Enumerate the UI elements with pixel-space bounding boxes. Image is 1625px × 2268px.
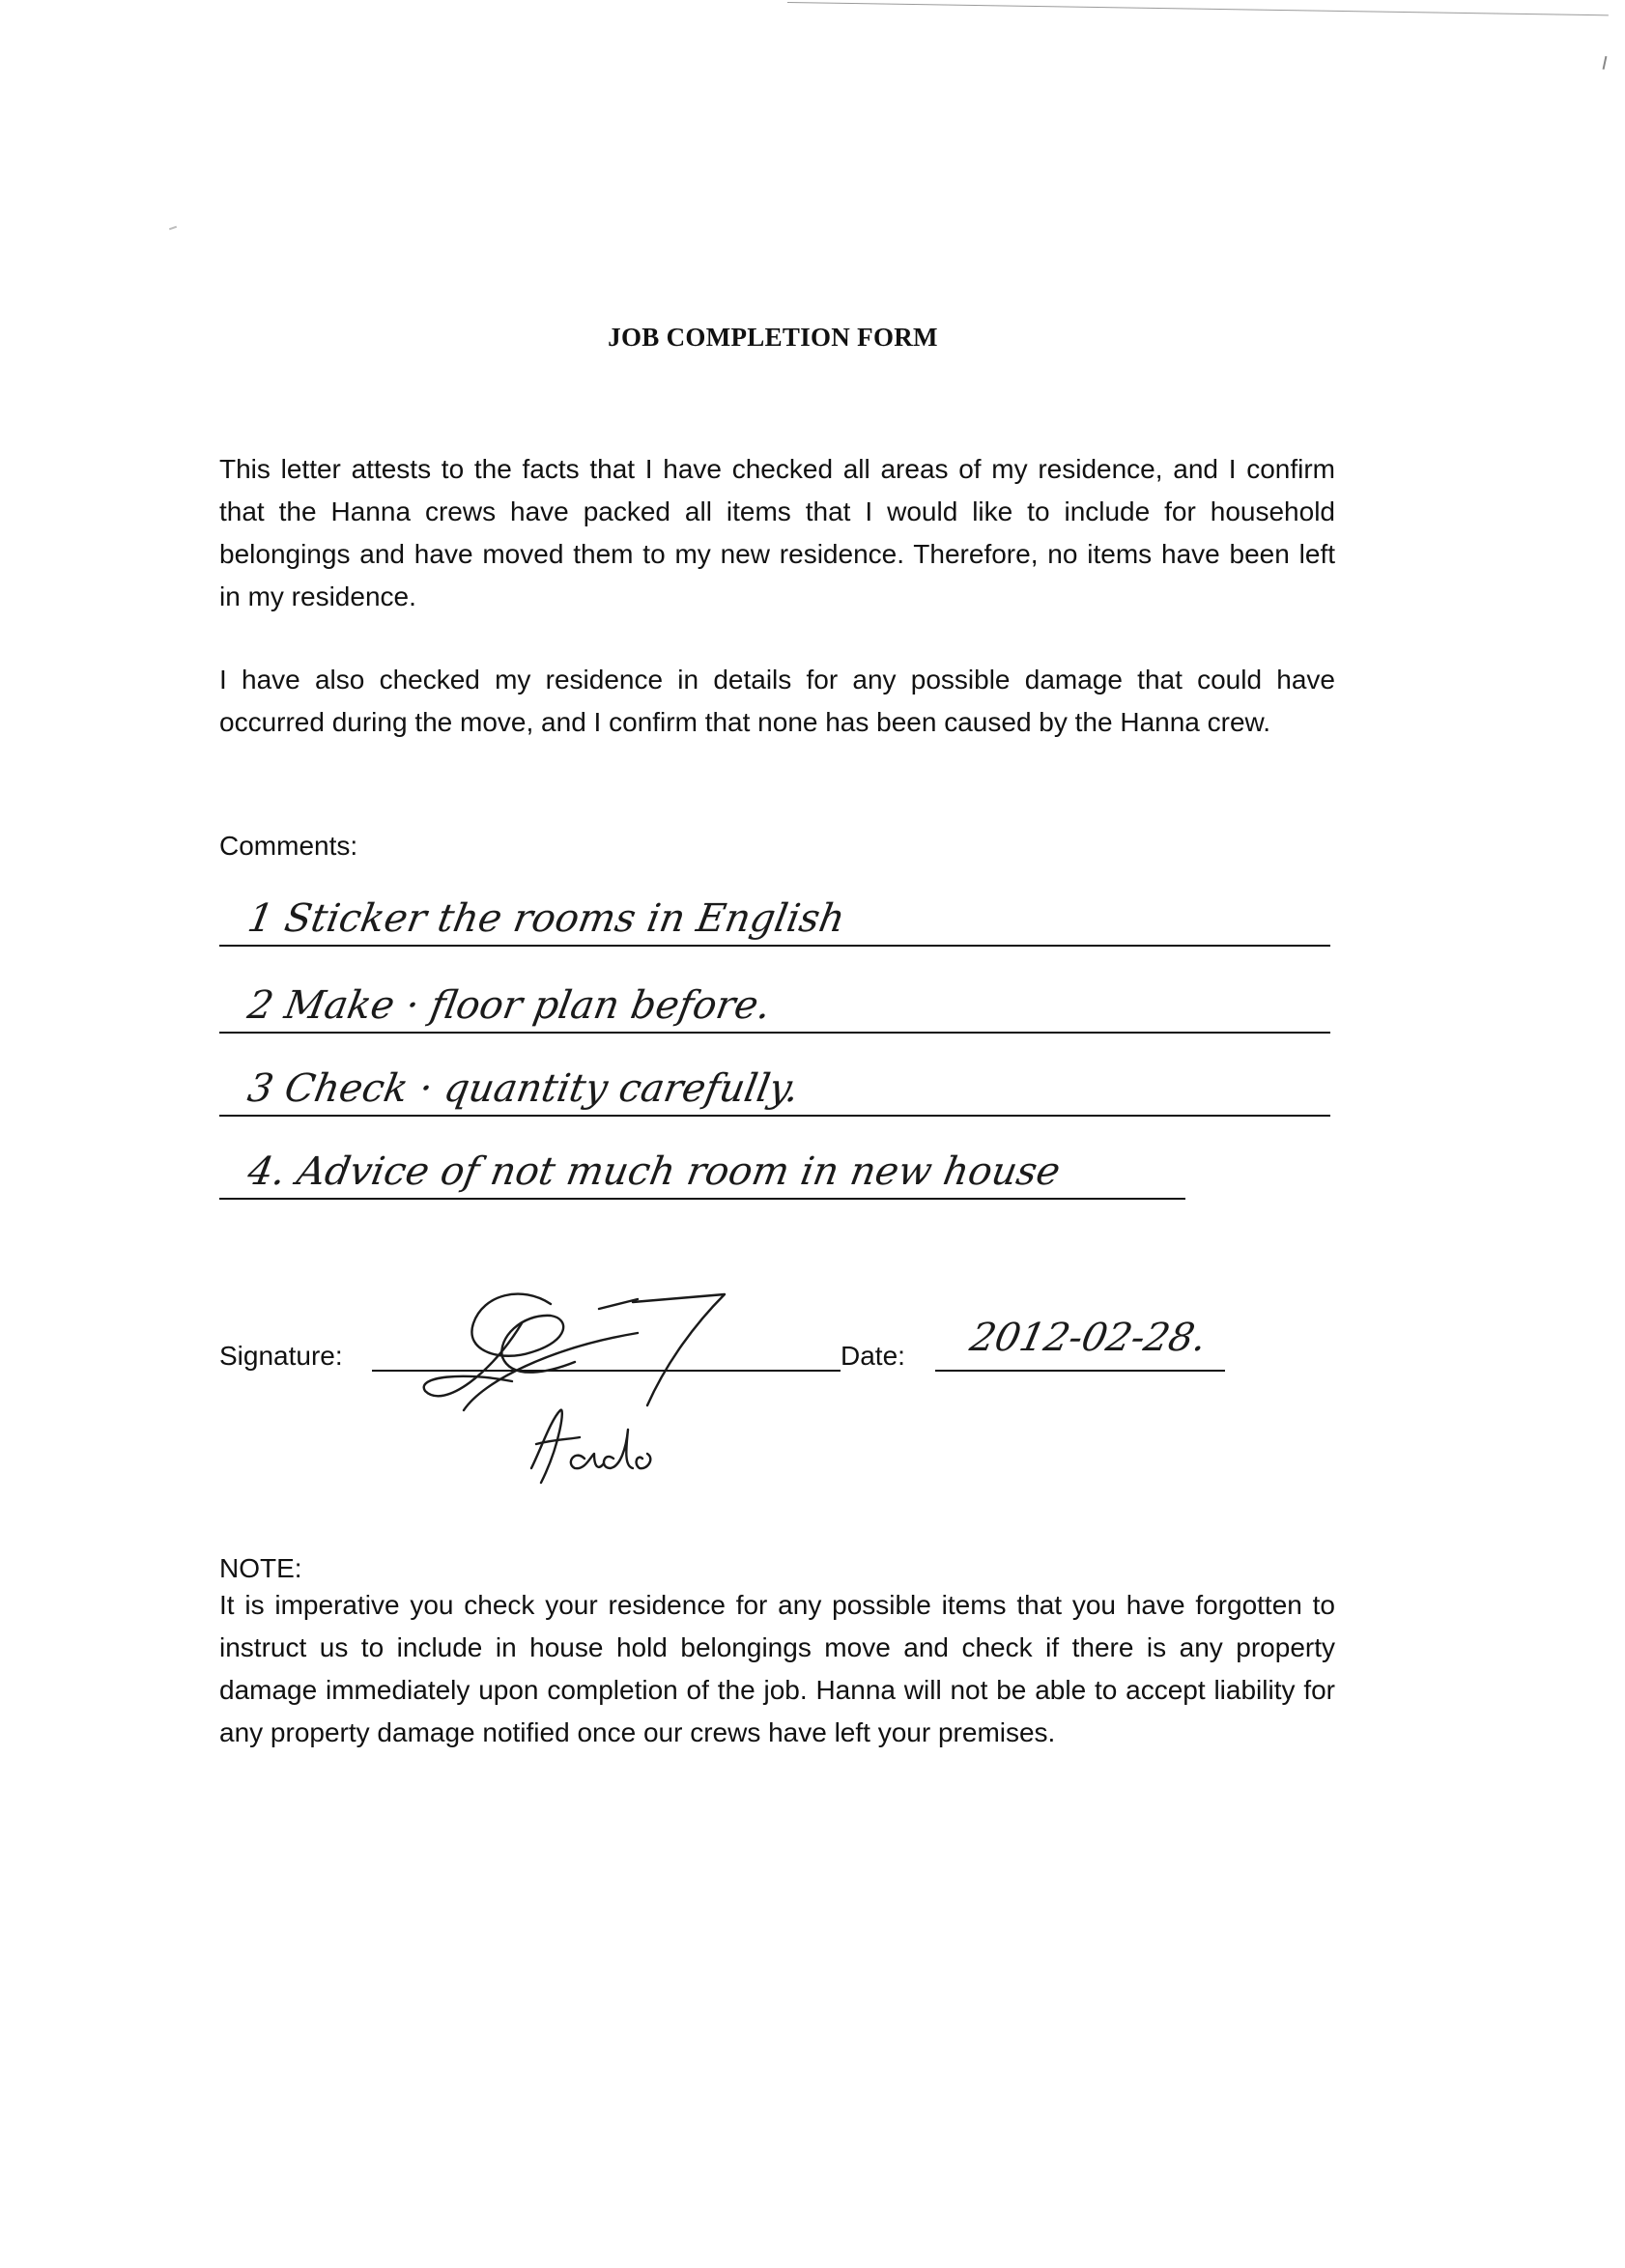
comment-line (219, 1068, 1330, 1117)
scan-mark (1603, 56, 1608, 70)
comment-line (219, 1151, 1185, 1200)
comments-label: Comments: (219, 831, 358, 861)
comment-text: 3 Check · quantity carefully. (243, 1066, 803, 1111)
date-line (935, 1370, 1225, 1372)
signature-label: Signature: (219, 1341, 343, 1371)
comment-line (219, 898, 1330, 947)
date-value: 2012-02-28. (966, 1316, 1212, 1360)
scan-edge-line (787, 2, 1609, 15)
comment-text: 1 Sticker the rooms in English (243, 896, 849, 941)
damage-check-paragraph: I have also checked my residence in details for any possible damage that could have occurred during the move, and I confirm that none has been caused by the Hanna crew. (219, 665, 1335, 737)
comment-text: 2 Make · floor plan before. (243, 983, 775, 1028)
comment-text: 4. Advice of not much room in new house (243, 1149, 1064, 1194)
signature-scribble (406, 1265, 773, 1517)
date-label: Date: (841, 1341, 905, 1371)
attestation-paragraph: This letter attests to the facts that I have checked all areas of my residence, and I confirm that the Hanna crews have packed all items that I would like to include for household belongings and have moved them to my new residence. Therefore, no items have been left in my residence. (219, 454, 1335, 611)
form-title: JOB COMPLETION FORM (608, 323, 938, 352)
note-label: NOTE: (219, 1553, 302, 1583)
comment-line (219, 985, 1330, 1034)
scan-speck (169, 226, 177, 231)
note-paragraph: It is imperative you check your residence for any possible items that you have forgotten to instruct us to include in house hold belongings move and check if there is any property damage immediately upon completion of the job. Hanna will not be able to accept liability for any property damage notified once our crews have left your premises. (219, 1590, 1335, 1747)
